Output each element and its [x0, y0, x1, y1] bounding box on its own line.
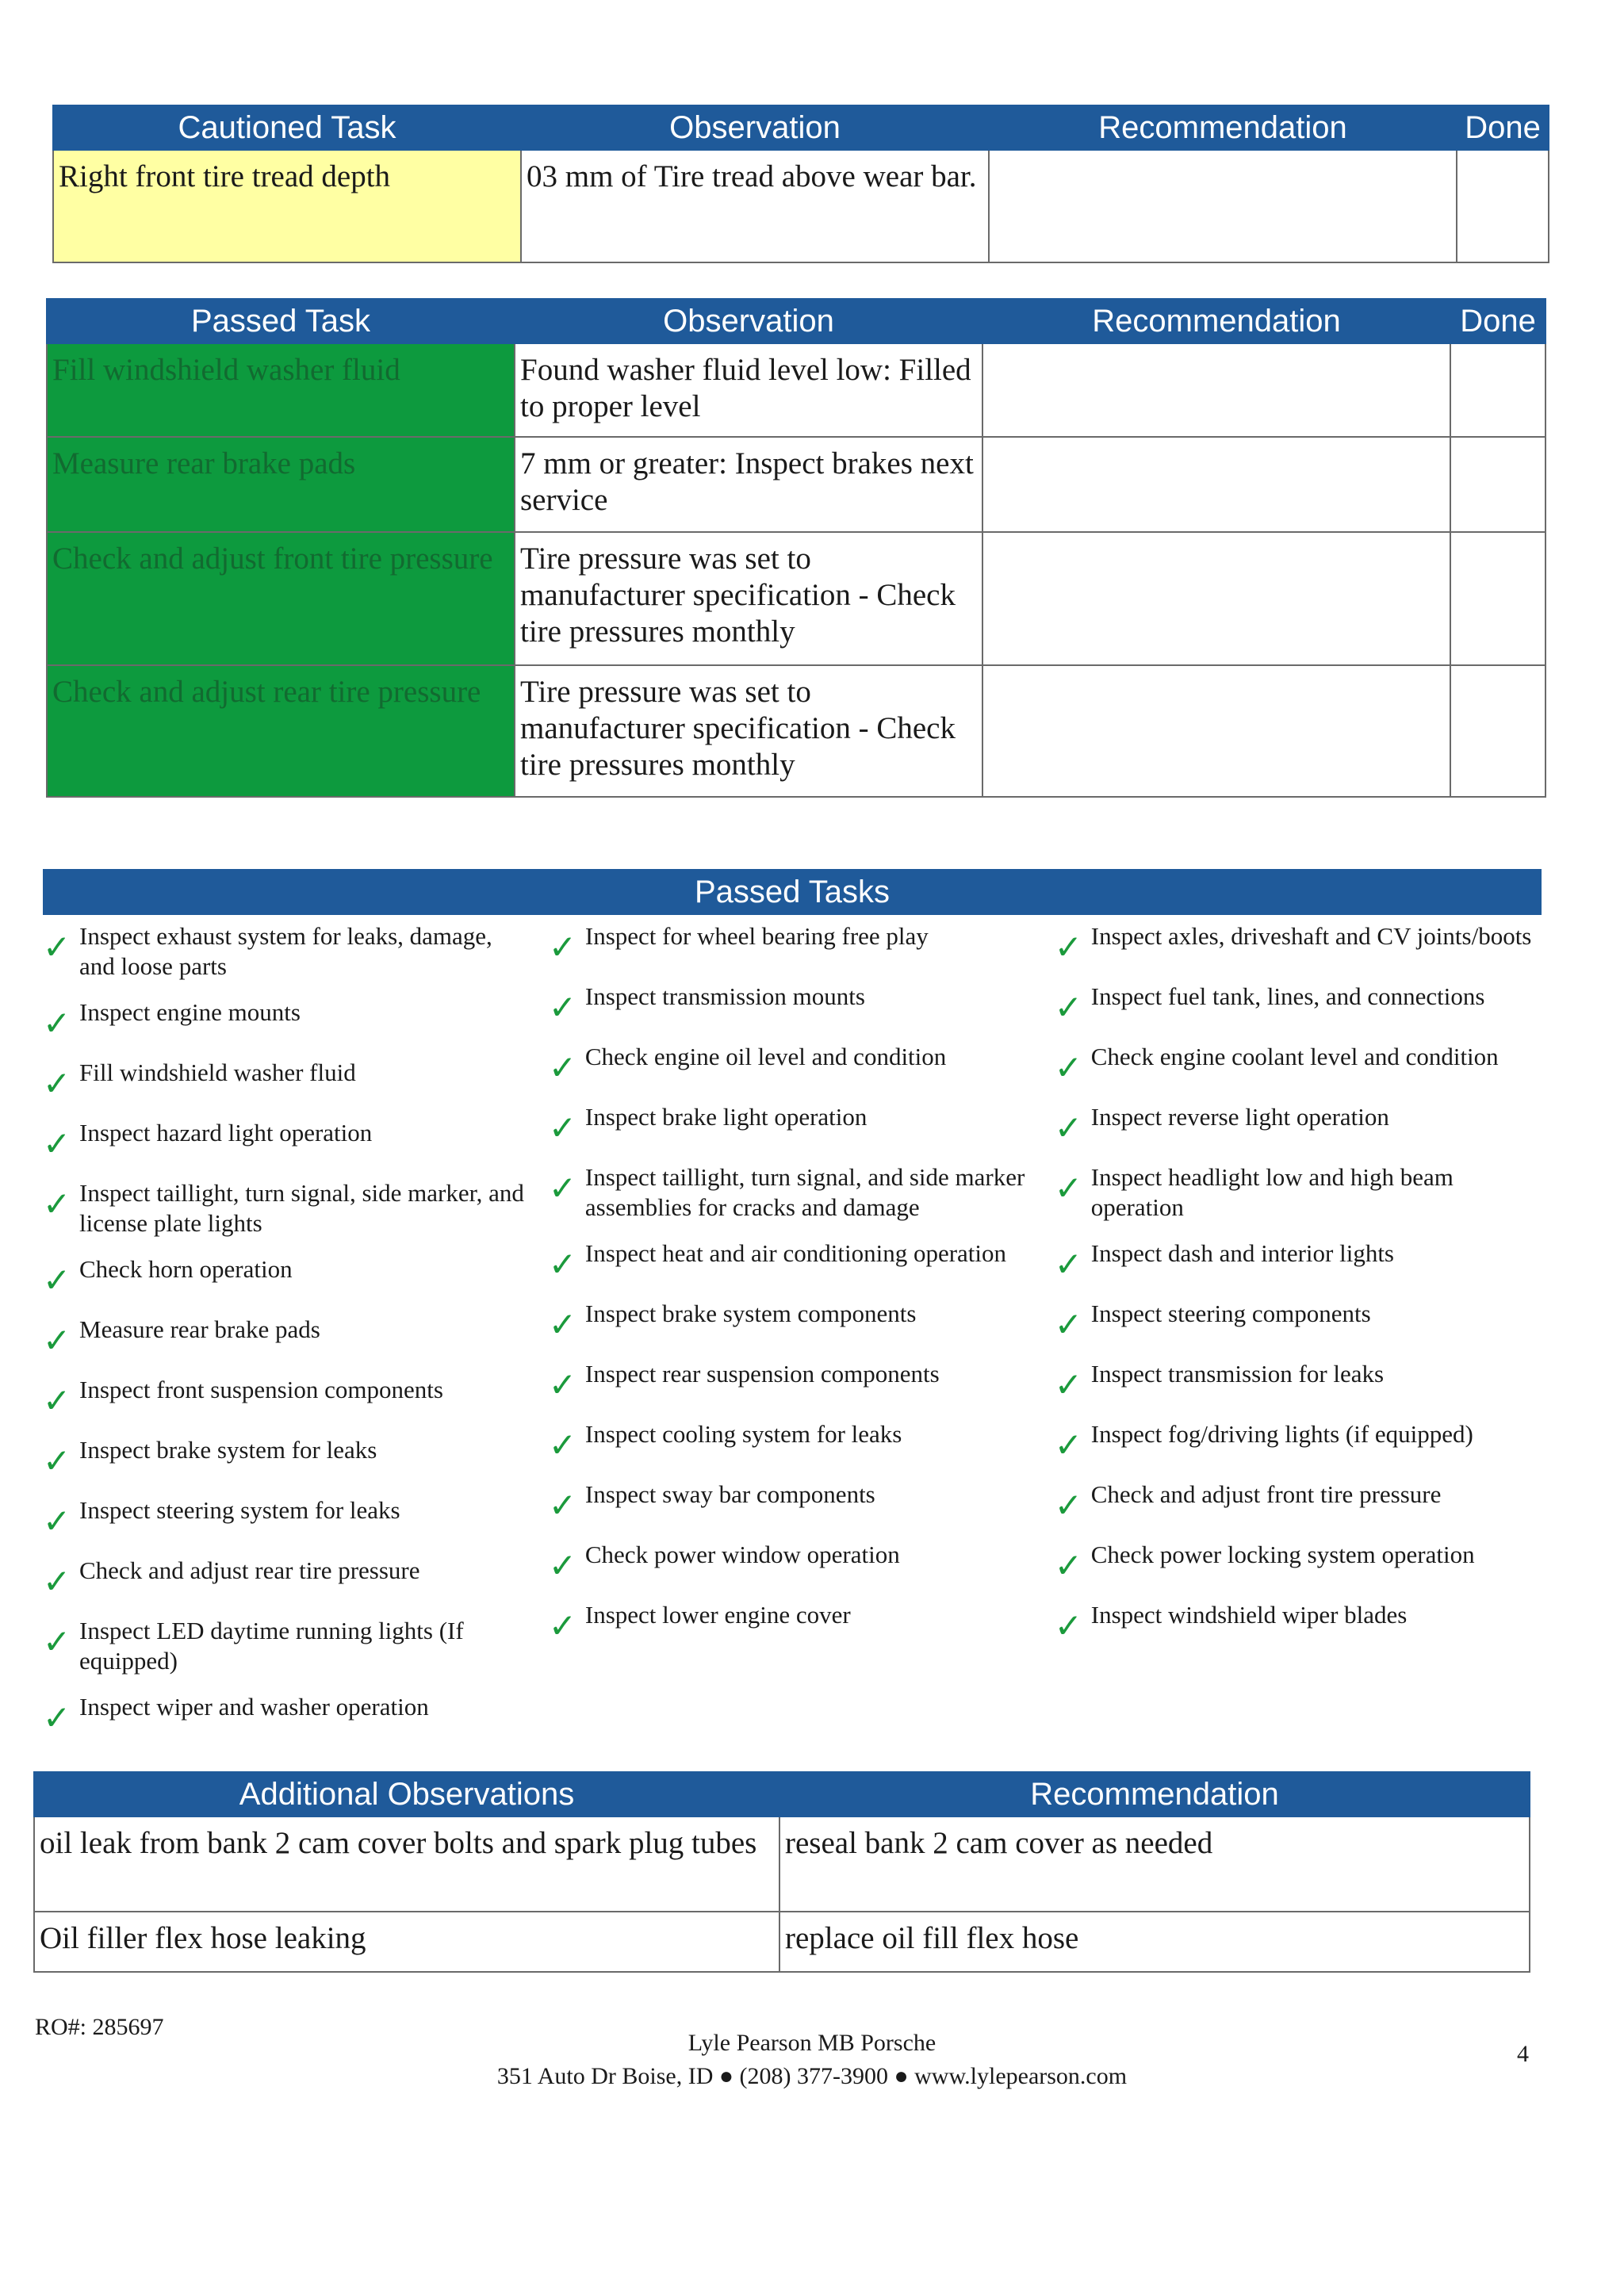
list-item-label: Inspect lower engine cover [584, 1601, 851, 1629]
dealer-name: Lyle Pearson MB Porsche [688, 2030, 936, 2056]
list-item [549, 1359, 1036, 1403]
table-row [34, 1816, 1530, 1912]
list-item-label: Inspect sway bar components [584, 1480, 875, 1508]
list-item-label: Inspect fog/driving lights (if equipped) [1090, 1420, 1473, 1448]
list-item [549, 1600, 1036, 1644]
table-row [47, 665, 1545, 797]
list-item-label: Inspect transmission mounts [584, 982, 865, 1010]
list-item-label: Inspect reverse light operation [1090, 1103, 1389, 1131]
list-item [1055, 1419, 1542, 1464]
header-done: Done [1450, 299, 1545, 343]
check-icon: ✓ [1054, 1426, 1082, 1464]
list-item [43, 1556, 530, 1600]
header-done: Done [1457, 105, 1549, 150]
check-icon: ✓ [548, 1546, 577, 1585]
additional-recommendation-cell: replace oil fill flex hose [779, 1912, 1530, 1972]
list-item [43, 1254, 530, 1299]
list-item-label: Check engine oil level and condition [584, 1043, 947, 1070]
passed-tasks-checklist [43, 915, 1542, 1752]
list-item-label: Inspect taillight, turn signal, and side marker assemblies for cracks and damage [584, 1163, 1025, 1221]
recommendation-cell [982, 343, 1450, 437]
passed-task-cell: Fill windshield washer fluid [47, 343, 515, 437]
list-item-label: Inspect for wheel bearing free play [584, 922, 929, 950]
additional-table [33, 1771, 1530, 1973]
table-row [47, 437, 1545, 532]
header-passed-task: Passed Task [47, 299, 515, 343]
done-cell [1457, 150, 1549, 262]
list-item [549, 1480, 1036, 1524]
observation-cell: 7 mm or greater: Inspect brakes next service [515, 437, 982, 532]
list-item-label: Inspect brake light operation [584, 1103, 868, 1131]
check-icon: ✓ [548, 1606, 577, 1645]
passed-task-cell: Check and adjust rear tire pressure [47, 665, 515, 797]
list-item [43, 1178, 530, 1238]
list-item-label: Inspect dash and interior lights [1090, 1239, 1394, 1267]
header-recommendation: Recommendation [779, 1772, 1530, 1816]
check-icon: ✓ [548, 1486, 577, 1525]
list-item [43, 1435, 530, 1480]
list-item [43, 1616, 530, 1676]
checklist-column-2 [549, 921, 1036, 1752]
list-item-label: Inspect LED daytime running lights (If equipped) [79, 1617, 464, 1675]
cautioned-task-cell: Right front tire tread depth [53, 150, 521, 262]
list-item [1055, 1359, 1542, 1403]
list-item [43, 1058, 530, 1102]
additional-observation-cell: Oil filler flex hose leaking [34, 1912, 779, 1972]
list-item [549, 1540, 1036, 1584]
ro-number: RO#: 285697 [35, 2014, 164, 2040]
additional-header-row [34, 1772, 1530, 1816]
check-icon: ✓ [43, 1698, 71, 1737]
check-icon: ✓ [1054, 988, 1082, 1027]
check-icon: ✓ [43, 928, 71, 967]
recommendation-cell [982, 437, 1450, 532]
list-item-label: Inspect fuel tank, lines, and connections [1090, 982, 1485, 1010]
check-icon: ✓ [548, 1169, 577, 1208]
header-cautioned-task: Cautioned Task [53, 105, 521, 150]
list-item-label: Inspect steering system for leaks [79, 1496, 400, 1524]
check-icon: ✓ [1054, 1606, 1082, 1645]
header-recommendation: Recommendation [989, 105, 1457, 150]
observation-cell: Tire pressure was set to manufacturer specification - Check tire pressures monthly [515, 665, 982, 797]
dealer-contact: 351 Auto Dr Boise, ID ● (208) 377-3900 ● www.lylepearson.com [496, 2063, 1128, 2089]
recommendation-cell [982, 665, 1450, 797]
check-icon: ✓ [43, 1381, 71, 1420]
done-cell [1450, 665, 1545, 797]
check-icon: ✓ [1054, 1486, 1082, 1525]
recommendation-cell [989, 150, 1457, 262]
passed-task-cell: Measure rear brake pads [47, 437, 515, 532]
check-icon: ✓ [548, 1245, 577, 1284]
check-icon: ✓ [1054, 1108, 1082, 1147]
check-icon: ✓ [1054, 1245, 1082, 1284]
check-icon: ✓ [548, 988, 577, 1027]
list-item-label: Inspect windshield wiper blades [1090, 1601, 1408, 1629]
list-item [43, 1375, 530, 1419]
check-icon: ✓ [548, 1365, 577, 1404]
list-item-label: Check power window operation [584, 1541, 900, 1568]
list-item [43, 1118, 530, 1162]
list-item-label: Inspect taillight, turn signal, side marker, and license plate lights [79, 1179, 524, 1237]
check-icon: ✓ [548, 1048, 577, 1087]
list-item-label: Inspect rear suspension components [584, 1360, 940, 1388]
list-item-label: Measure rear brake pads [79, 1315, 320, 1343]
list-item-label: Check horn operation [79, 1255, 293, 1283]
list-item [1055, 1238, 1542, 1283]
list-item [549, 921, 1036, 966]
checklist-column-3 [1055, 921, 1542, 1752]
list-item [43, 997, 530, 1042]
list-item-label: Inspect engine mounts [79, 998, 301, 1026]
list-item-label: Inspect wiper and washer operation [79, 1693, 429, 1721]
check-icon: ✓ [43, 1185, 71, 1223]
check-icon: ✓ [43, 1622, 71, 1661]
list-item-label: Inspect cooling system for leaks [584, 1420, 902, 1448]
list-item [43, 1495, 530, 1540]
additional-recommendation-cell: reseal bank 2 cam cover as needed [779, 1816, 1530, 1912]
done-cell [1450, 437, 1545, 532]
check-icon: ✓ [1054, 1169, 1082, 1208]
list-item [1055, 1600, 1542, 1644]
list-item [1055, 921, 1542, 966]
check-icon: ✓ [1054, 928, 1082, 967]
additional-section [33, 1771, 1529, 1973]
list-item-label: Inspect exhaust system for leaks, damage, and loose parts [79, 922, 492, 980]
recommendation-cell [982, 532, 1450, 665]
additional-observation-cell: oil leak from bank 2 cam cover bolts and spark plug tubes [34, 1816, 779, 1912]
list-item-label: Inspect heat and air conditioning operation [584, 1239, 1007, 1267]
dealer-info [0, 2027, 1624, 2093]
list-item [1055, 1540, 1542, 1584]
check-icon: ✓ [548, 928, 577, 967]
list-item [1055, 982, 1542, 1026]
check-icon: ✓ [43, 1562, 71, 1601]
list-item [43, 1315, 530, 1359]
table-row [53, 150, 1549, 262]
list-item [549, 1299, 1036, 1343]
check-icon: ✓ [43, 1502, 71, 1541]
done-cell [1450, 343, 1545, 437]
check-icon: ✓ [43, 1124, 71, 1163]
check-icon: ✓ [548, 1108, 577, 1147]
check-icon: ✓ [1054, 1048, 1082, 1087]
check-icon: ✓ [43, 1261, 71, 1300]
list-item-label: Check power locking system operation [1090, 1541, 1475, 1568]
check-icon: ✓ [43, 1064, 71, 1103]
check-icon: ✓ [1054, 1365, 1082, 1404]
passed-tasks-section [43, 869, 1542, 1752]
list-item [43, 921, 530, 982]
list-item [549, 1238, 1036, 1283]
list-item [549, 1162, 1036, 1223]
passed-header-row [47, 299, 1545, 343]
header-recommendation: Recommendation [982, 299, 1450, 343]
list-item-label: Inspect hazard light operation [79, 1119, 373, 1146]
observation-cell: Found washer fluid level low: Filled to proper level [515, 343, 982, 437]
check-icon: ✓ [548, 1305, 577, 1344]
list-item-label: Check and adjust rear tire pressure [79, 1556, 420, 1584]
list-item-label: Inspect front suspension components [79, 1376, 443, 1403]
list-item-label: Check and adjust front tire pressure [1090, 1480, 1442, 1508]
list-item-label: Inspect brake system for leaks [79, 1436, 377, 1464]
list-item [1055, 1042, 1542, 1086]
list-item [1055, 1480, 1542, 1524]
passed-tasks-title: Passed Tasks [43, 869, 1542, 915]
passed-task-cell: Check and adjust front tire pressure [47, 532, 515, 665]
done-cell [1450, 532, 1545, 665]
cautioned-header-row [53, 105, 1549, 150]
list-item-label: Inspect transmission for leaks [1090, 1360, 1385, 1388]
list-item [549, 982, 1036, 1026]
list-item-label: Fill windshield washer fluid [79, 1058, 356, 1086]
check-icon: ✓ [43, 1004, 71, 1043]
table-row [47, 343, 1545, 437]
list-item [1055, 1299, 1542, 1343]
table-row [34, 1912, 1530, 1972]
header-additional-observations: Additional Observations [34, 1772, 779, 1816]
cautioned-section [52, 105, 1548, 263]
check-icon: ✓ [548, 1426, 577, 1464]
passed-table [46, 298, 1546, 798]
table-row [47, 532, 1545, 665]
page-number: 4 [1517, 2041, 1529, 2067]
check-icon: ✓ [43, 1441, 71, 1480]
list-item-label: Inspect headlight low and high beam operation [1090, 1163, 1454, 1221]
observation-cell: 03 mm of Tire tread above wear bar. [521, 150, 989, 262]
header-observation: Observation [521, 105, 989, 150]
list-item [549, 1419, 1036, 1464]
list-item [1055, 1102, 1542, 1146]
list-item [549, 1042, 1036, 1086]
cautioned-table [52, 105, 1549, 263]
list-item [549, 1102, 1036, 1146]
passed-table-section [46, 298, 1545, 798]
check-icon: ✓ [43, 1321, 71, 1360]
list-item-label: Inspect brake system components [584, 1300, 917, 1327]
list-item [1055, 1162, 1542, 1223]
checklist-column-1 [43, 921, 530, 1752]
list-item-label: Inspect axles, driveshaft and CV joints/boots [1090, 922, 1532, 950]
list-item-label: Check engine coolant level and condition [1090, 1043, 1499, 1070]
list-item-label: Inspect steering components [1090, 1300, 1371, 1327]
check-icon: ✓ [1054, 1546, 1082, 1585]
list-item [43, 1692, 530, 1736]
check-icon: ✓ [1054, 1305, 1082, 1344]
header-observation: Observation [515, 299, 982, 343]
observation-cell: Tire pressure was set to manufacturer specification - Check tire pressures monthly [515, 532, 982, 665]
